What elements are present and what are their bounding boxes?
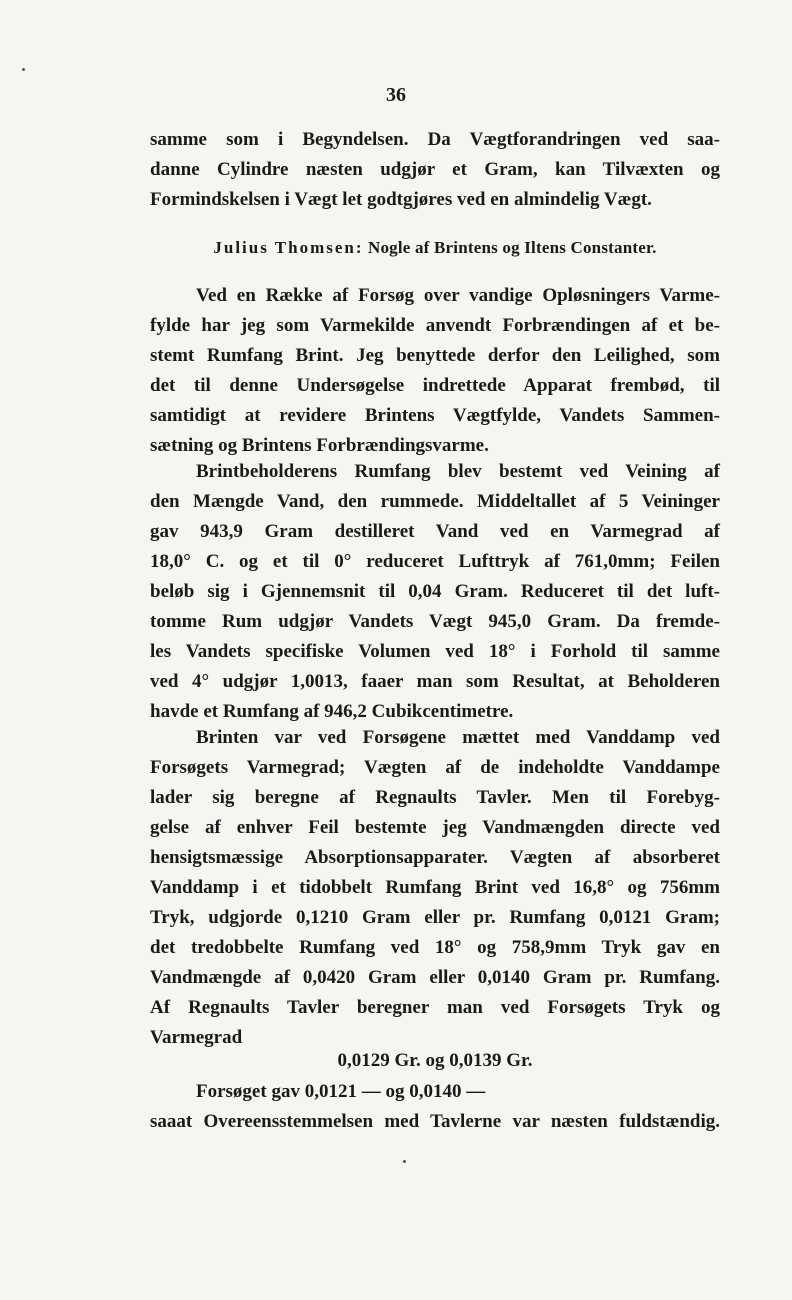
paragraph-1 (150, 281, 720, 461)
heading-author: Julius Thomsen: (213, 238, 364, 257)
formula-block (150, 1046, 720, 1076)
text-line: Tryk, udgjorde 0,1210 Gram eller pr. Rumfang 0,0121 Gram; (150, 907, 720, 928)
text-line: les Vandets specifiske Volumen ved 18° i Forhold til samme (150, 641, 720, 662)
formula-line: 0,0129 Gr. og 0,0139 Gr. (337, 1050, 533, 1071)
text-line: Varmegrad (150, 1027, 243, 1048)
text-line: gelse af enhver Feil bestemte jeg Vandmængden directe ved (150, 817, 720, 838)
text-line: den Mængde Vand, den rummede. Middeltallet af 5 Veininger (150, 491, 720, 512)
scan-speck (22, 68, 25, 71)
text-line: beløb sig i Gjennemsnit til 0,04 Gram. Reduceret til det luft- (150, 581, 720, 602)
conclusion-block (150, 1107, 720, 1137)
text-line: Brinten var ved Forsøgene mættet med Vanddamp ved (196, 727, 720, 748)
section-heading (150, 238, 720, 258)
text-line: Ved en Række af Forsøg over vandige Opløsningers Varme- (196, 285, 720, 306)
text-line: ved 4° udgjør 1,0013, faaer man som Resultat, at Beholderen (150, 671, 720, 692)
text-line: lader sig beregne af Regnaults Tavler. Men til Forebyg- (150, 787, 720, 808)
text-line: samme som i Begyndelsen. Da Vægtforandringen ved saa- (150, 129, 720, 150)
result-line: Forsøget gav 0,0121 — og 0,0140 — (196, 1081, 486, 1102)
text-line: Vandmængde af 0,0420 Gram eller 0,0140 Gram pr. Rumfang. (150, 967, 720, 988)
text-line: hensigtsmæssige Absorptionsapparater. Vægten af absorberet (150, 847, 720, 868)
paragraph-2 (150, 457, 720, 727)
text-line: Af Regnaults Tavler beregner man ved Forsøgets Tryk og (150, 997, 720, 1018)
text-line: stemt Rumfang Brint. Jeg benyttede derfor den Leilighed, som (150, 345, 720, 366)
text-line: 18,0° C. og et til 0° reduceret Lufttryk af 761,0mm; Feilen (150, 551, 720, 572)
text-line: Forsøgets Varmegrad; Vægten af de indeholdte Vanddampe (150, 757, 720, 778)
text-line: gav 943,9 Gram destilleret Vand ved en Varmegrad af (150, 521, 720, 542)
scan-speck (403, 1160, 406, 1163)
text-line: samtidigt at revidere Brintens Vægtfylde, Vandets Sammen- (150, 405, 720, 426)
text-line: havde et Rumfang af 946,2 Cubikcentimetre. (150, 701, 514, 722)
top-paragraph (150, 125, 720, 215)
text-line: Brintbeholderens Rumfang blev bestemt ved Veining af (196, 461, 720, 482)
text-line: danne Cylindre næsten udgjør et Gram, kan Tilvæxten og (150, 159, 720, 180)
paragraph-3 (150, 723, 720, 1053)
result-block (150, 1077, 720, 1107)
text-line: tomme Rum udgjør Vandets Vægt 945,0 Gram. Da fremde- (150, 611, 720, 632)
text-line: sætning og Brintens Forbrændingsvarme. (150, 435, 489, 456)
conclusion-line: saaat Overeensstemmelsen med Tavlerne var næsten fuldstændig. (150, 1111, 720, 1132)
text-line: Formindskelsen i Vægt let godtgjøres ved en almindelig Vægt. (150, 189, 652, 210)
page-number: 36 (386, 84, 406, 106)
heading-title: Nogle af Brintens og Iltens Constanter. (367, 238, 657, 257)
text-line: det til denne Undersøgelse indrettede Apparat frembød, til (150, 375, 720, 396)
text-line: Vanddamp i et tidobbelt Rumfang Brint ved 16,8° og 756mm (150, 877, 720, 898)
text-line: fylde har jeg som Varmekilde anvendt Forbrændingen af et be- (150, 315, 720, 336)
text-line: det tredobbelte Rumfang ved 18° og 758,9mm Tryk gav en (150, 937, 720, 958)
